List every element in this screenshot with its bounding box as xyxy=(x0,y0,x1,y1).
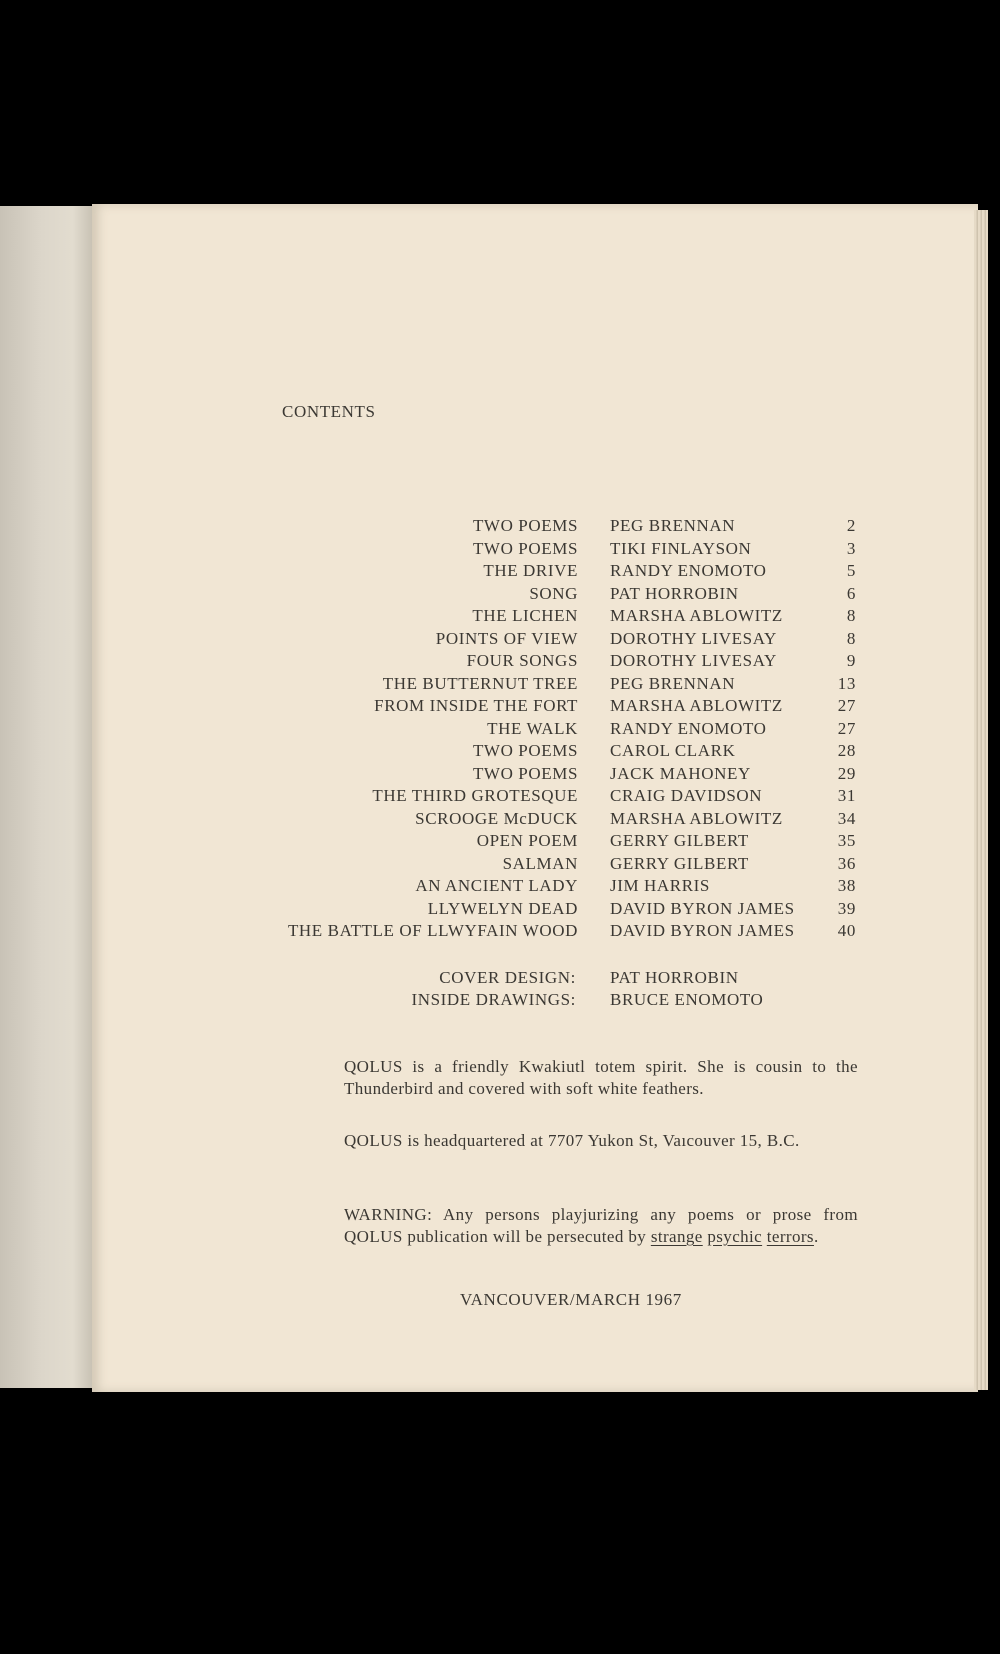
toc-entry-page: 27 xyxy=(837,718,856,738)
credit-label: COVER DESIGN: xyxy=(439,968,576,987)
toc-entry-page: 8 xyxy=(846,606,856,625)
toc-entry-author: CRAIG DAVIDSON xyxy=(610,786,763,805)
toc-entry-author: MARSHA ABLOWITZ xyxy=(610,696,783,715)
toc-entry-page: 3 xyxy=(846,538,856,558)
toc-entry-title: THE BUTTERNUT TREE xyxy=(382,673,578,693)
credit-name: PAT HORROBIN xyxy=(610,968,739,987)
toc-entry-title: TWO POEMS xyxy=(472,538,578,558)
credits-names-column xyxy=(610,968,910,1028)
toc-entry-page: 13 xyxy=(837,673,856,693)
warning-underlined-psychic: psychic xyxy=(707,1227,763,1246)
toc-entry-page: 40 xyxy=(837,921,856,940)
note-about: QOLUS is a friendly Kwakiutl totem spirit. She is cousin to the Thunderbird and covered with soft white feathers. xyxy=(344,1057,858,1098)
toc-entry-page: 34 xyxy=(837,808,856,828)
toc-entry-page: 5 xyxy=(846,561,856,580)
toc-entry-author: DOROTHY LIVESAY xyxy=(610,651,777,670)
toc-entry-title: THE THIRD GROTESQUE xyxy=(372,786,578,805)
toc-entry-title: LLYWELYN DEAD xyxy=(427,898,578,918)
toc-entry-page: 8 xyxy=(846,628,856,648)
toc-entry-author: JIM HARRIS xyxy=(610,876,710,895)
toc-entry-title: TWO POEMS xyxy=(472,516,578,535)
toc-entry-title: THE DRIVE xyxy=(483,561,578,580)
toc-entry-page: 28 xyxy=(837,741,856,760)
toc-entry-title: SCROOGE McDUCK xyxy=(415,808,578,828)
toc-entry-title: SALMAN xyxy=(502,853,578,873)
toc-entry-author: MARSHA ABLOWITZ xyxy=(610,808,783,828)
toc-titles-column xyxy=(218,516,578,940)
warning-text: WARNING: Any persons playjurizing any poems or prose from QOLUS publication will be persecuted by xyxy=(344,1205,858,1246)
credit-label: INSIDE DRAWINGS: xyxy=(411,990,576,1009)
toc-entry-author: CAROL CLARK xyxy=(610,741,736,760)
footer-date: VANCOUVER/MARCH 1967 xyxy=(460,1290,682,1309)
toc-entry-author: DAVID BYRON JAMES xyxy=(610,898,795,918)
toc-entry-page: 27 xyxy=(837,696,856,715)
warning-underlined-terrors: terrors xyxy=(766,1227,814,1246)
toc-entry-page: 31 xyxy=(837,786,856,805)
toc-authors-column xyxy=(610,516,900,940)
toc-entry-title: FOUR SONGS xyxy=(466,651,578,670)
credits-labels-column xyxy=(300,968,576,1028)
warning-end: . xyxy=(813,1227,819,1246)
toc-entry-page: 9 xyxy=(846,651,856,670)
toc-entry-title: POINTS OF VIEW xyxy=(435,628,578,648)
toc-entry-author: MARSHA ABLOWITZ xyxy=(610,606,783,625)
toc-pages-column xyxy=(810,516,856,940)
toc-entry-author: PEG BRENNAN xyxy=(610,516,736,535)
toc-entry-title: OPEN POEM xyxy=(476,831,578,850)
toc-entry-author: PEG BRENNAN xyxy=(610,673,736,693)
toc-entry-author: TIKI FINLAYSON xyxy=(610,538,752,558)
toc-entry-page: 39 xyxy=(837,898,856,918)
toc-entry-title: THE LICHEN xyxy=(472,606,578,625)
toc-entry-page: 2 xyxy=(846,516,856,535)
toc-entry-page: 29 xyxy=(837,763,856,783)
toc-entry-page: 38 xyxy=(837,876,856,895)
toc-entry-page: 36 xyxy=(837,853,856,873)
page-edges xyxy=(974,210,988,1390)
toc-entry-page: 35 xyxy=(837,831,856,850)
note-warning xyxy=(344,1204,858,1248)
toc-entry-author: DOROTHY LIVESAY xyxy=(610,628,777,648)
toc-entry-title: THE WALK xyxy=(487,718,578,738)
toc-entry-title: SONG xyxy=(529,583,578,603)
toc-entry-author: PAT HORROBIN xyxy=(610,583,739,603)
credit-name: BRUCE ENOMOTO xyxy=(610,990,764,1009)
toc-entry-author: RANDY ENOMOTO xyxy=(610,718,767,738)
toc-entry-title: FROM INSIDE THE FORT xyxy=(374,696,578,715)
toc-entry-author: GERRY GILBERT xyxy=(610,831,749,850)
contents-heading: CONTENTS xyxy=(282,402,376,421)
toc-entry-title: TWO POEMS xyxy=(472,763,578,783)
note-address: QOLUS is headquartered at 7707 Yukon St, Vaıcouver 15, B.C. xyxy=(344,1131,800,1150)
toc-entry-title: THE BATTLE OF LLWYFAIN WOOD xyxy=(287,921,578,940)
binding-gutter xyxy=(0,206,104,1388)
toc-entry-author: DAVID BYRON JAMES xyxy=(610,921,795,940)
toc-entry-title: TWO POEMS xyxy=(472,741,578,760)
toc-entry-author: RANDY ENOMOTO xyxy=(610,561,767,580)
toc-entry-author: GERRY GILBERT xyxy=(610,853,749,873)
toc-entry-page: 6 xyxy=(846,583,856,603)
warning-underlined-strange: strange xyxy=(650,1227,703,1246)
toc-entry-author: JACK MAHONEY xyxy=(610,763,751,783)
toc-entry-title: AN ANCIENT LADY xyxy=(415,876,578,895)
